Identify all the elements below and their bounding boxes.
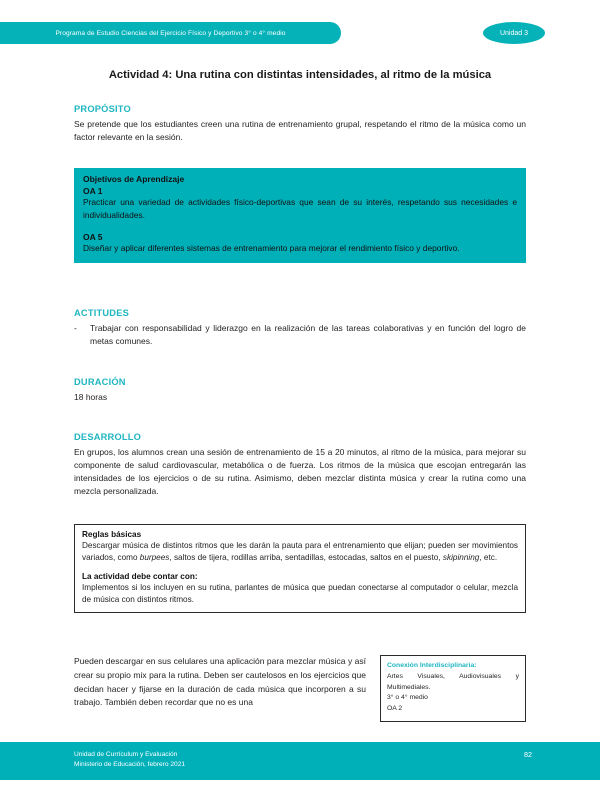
conexion-interdisciplinaria-box — [380, 655, 526, 722]
actividad-requisitos-heading: La actividad debe contar con: — [82, 571, 198, 581]
desarrollo-paragraph: En grupos, los alumnos crean una sesión de entrenamiento de 15 a 20 minutos, al ritmo de la música, para mejorar su componente de salud cardiovascular, metabólica o de fuerza. Los ritmos de la música que escojan entregarán las intensidades de los ejercicios o de su rutina. Asimismo, deben mezclar distinta música y crear la rutina como una mezcla personalizada. — [74, 447, 526, 496]
closing-paragraph: Pueden descargar en sus celulares una aplicación para mezclar música y así crear su propio mix para la rutina. Deben ser cautelosos en los ejercicios que decidan hacer y fijarse en la duración de cada música que incorporen a su trabajo. También deben recordar que no es una — [74, 656, 366, 708]
oa-code-1: OA 1 — [83, 186, 103, 196]
program-header-label: Programa de Estudio Ciencias del Ejercicio Físico y Deportivo 3° o 4° medio — [55, 29, 286, 37]
desarrollo-heading: DESARROLLO — [74, 432, 142, 442]
reglas-text-segment-1: Descargar música de distintos ritmos que les darán la pauta para el entrenamiento que elijan; pueden ser movimientos variados, como — [82, 541, 518, 563]
unit-badge — [483, 22, 545, 44]
proposito-text: Se pretende que los estudiantes creen una rutina de entrenamiento grupal, respetando el ritmo de la música como un factor relevante en la sesión. — [74, 119, 526, 142]
conexion-level: 3° o 4° medio — [387, 694, 428, 702]
oa-code-2: OA 5 — [83, 232, 103, 243]
reglas-text-segment-2: , saltos de tijera, rodillas arriba, sentadillas, estocadas, saltos en el puesto, — [169, 553, 443, 563]
closing-section — [74, 655, 526, 722]
actitudes-item-text: Trabajar con responsabilidad y liderazgo en la realización de las tareas colaborativas y en función del logro de metas comunes. — [90, 323, 526, 346]
actitudes-list-item — [74, 322, 526, 348]
page-header — [0, 0, 600, 56]
conexion-title: Conexión Interdisciplinaria: — [387, 662, 477, 669]
oa-spacer — [83, 221, 517, 230]
program-header-pill — [0, 22, 341, 44]
page-footer — [0, 742, 600, 780]
oa-text-2: Diseñar y aplicar diferentes sistemas de entrenamiento para mejorar el rendimiento físico y deportivo. — [83, 243, 460, 254]
bullet-dash-marker: - — [74, 323, 77, 333]
footer-organization — [74, 750, 185, 770]
unit-badge-label: Unidad 3 — [499, 29, 529, 37]
reglas-italic-skipinning: skipinning — [442, 553, 480, 563]
footer-line-1: Unidad de Currículum y Evaluación — [74, 751, 178, 758]
actitudes-heading: ACTITUDES — [74, 308, 129, 318]
actividad-requisitos-text: Implementos si los incluyen en su rutina, parlantes de música que puedan conectarse al computador o celular, mezcla de música con distintos ritmos. — [82, 582, 518, 604]
reglas-basicas-heading: Reglas básicas — [82, 530, 142, 539]
proposito-heading: PROPÓSITO — [74, 104, 131, 114]
oa-text-1: Practicar una variedad de actividades físico-deportivas que sean de su interés, respetando sus necesidades e individualidades. — [83, 197, 517, 220]
duracion-value: 18 horas — [74, 392, 108, 402]
reglas-basicas-box — [74, 524, 526, 613]
conexion-subjects: Artes Visuales, Audiovisuales y Multimediales. — [387, 673, 519, 691]
reglas-basicas-text — [82, 540, 518, 565]
reglas-box-spacer — [82, 565, 518, 572]
objetivos-box-title: Objetivos de Aprendizaje — [83, 174, 185, 184]
footer-page-number: 82 — [524, 750, 532, 759]
objetivos-aprendizaje-box — [74, 168, 526, 263]
duracion-heading: DURACIÓN — [74, 377, 126, 387]
conexion-oa-code: OA 2 — [387, 704, 403, 712]
reglas-italic-burpees: burpees — [139, 553, 170, 563]
footer-line-2: Ministerio de Educación, febrero 2021 — [74, 761, 186, 769]
reglas-text-segment-3: , etc. — [479, 553, 498, 563]
page-title: Actividad 4: Una rutina con distintas intensidades, al ritmo de la música — [108, 69, 492, 81]
